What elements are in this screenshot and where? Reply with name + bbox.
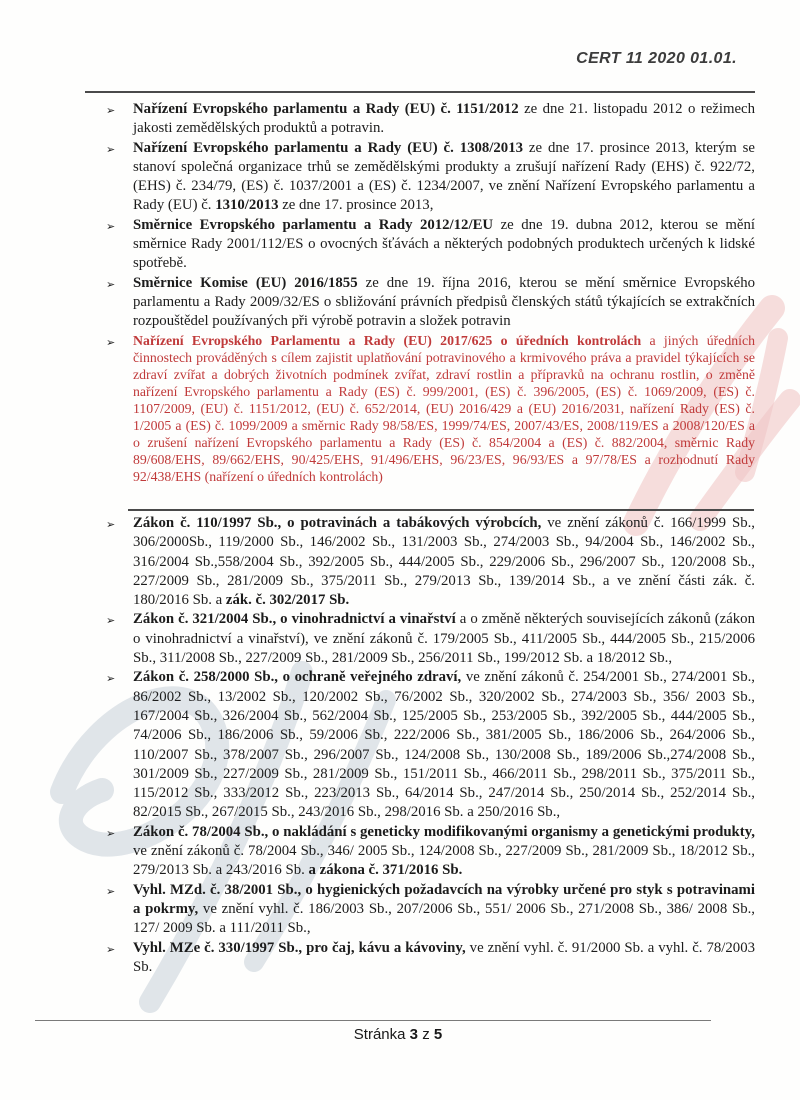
- footer-label: Stránka: [353, 1026, 406, 1043]
- list-item-text: Vyhl. MZe č. 330/1997 Sb., pro čaj, kávu a kávoviny, ve znění vyhl. č. 91/2000 Sb. a vyhl. č. 78/2003 Sb.: [133, 939, 755, 975]
- footer-of-word: z: [422, 1026, 430, 1043]
- document-code: CERT 11 2020 01.01.: [576, 50, 737, 67]
- list-item: [106, 668, 755, 822]
- list-item-text: Vyhl. MZd. č. 38/2001 Sb., o hygienických požadavcích na výrobky určené pro styk s potravinami a pokrmy, ve znění vyhl. č. 186/2003 Sb., 207/2006 Sb., 551/ 2006 Sb., 271/2008 Sb., 386/ 2008 Sb., 127/ 2009 Sb. a 111/2011 Sb.,: [133, 881, 755, 937]
- bullet-arrow-icon: ➢: [106, 942, 116, 956]
- bullet-arrow-icon: ➢: [106, 826, 116, 840]
- list-item-text: Zákon č. 110/1997 Sb., o potravinách a tabákových výrobcích, ve znění zákonů č. 166/1999 Sb., 306/2000Sb., 119/2000 Sb., 146/2002 Sb., 131/2003 Sb., 274/2003 Sb., 94/2004 Sb., 146/2002 Sb., 316/2004 Sb.,558/2004 Sb., 392/2005 Sb., 444/2005 Sb., 229/2006 Sb., 296/2007 Sb., 120/2008 Sb., 227/2009 Sb., 281/2009 Sb., 375/2011 Sb., 279/2013 Sb., 139/2014 Sb., a ve znění části zák. č. 180/2016 Sb. a zák. č. 302/2017 Sb.: [133, 515, 755, 609]
- list-item-text: Směrnice Komise (EU) 2016/1855 ze dne 19. října 2016, kterou se mění směrnice Evropského parlamentu a Rady 2009/32/ES o sbližování právních předpisů členských států týkajících se extrakčních rozpouštědel používaných při výrobě potravin a složek potravin: [133, 274, 755, 330]
- bullet-arrow-icon: ➢: [106, 335, 116, 349]
- bullet-arrow-icon: ➢: [106, 518, 116, 531]
- bullet-arrow-icon: ➢: [106, 884, 116, 898]
- list-item: [106, 274, 755, 332]
- bullet-arrow-icon: ➢: [106, 219, 116, 233]
- list-item: [106, 881, 755, 939]
- list-item-text: Nařízení Evropského parlamentu a Rady (EU) č. 1151/2012 ze dne 21. listopadu 2012 o režimech jakosti zemědělských produktů a potravin.: [133, 101, 755, 137]
- header-divider: [85, 91, 755, 93]
- list-item-text: Nařízení Evropského Parlamentu a Rady (EU) 2017/625 o úředních kontrolách a jiných úředních činnostech prováděných s cílem zajistit uplatňování potravinového a krmivového práva a pravidel týkajících se zdraví zvířat a dobrých životních podmínek zvířat, zdraví rostlin a přípravků na ochranu rostlin, o změně nařízení Evropského parlamentu a Rady (ES) č. 999/2001, (ES) č. 396/2005, (ES) č. 1069/2009, (ES) č. 1107/2009, (EU) č. 1151/2012, (EU) č. 652/2014, (EU) 2016/429 a (EU) 2016/2031, nařízení Rady (ES) č. 1/2005 a (ES) č. 1099/2009 a směrnic Rady 98/58/ES, 1999/74/ES, 2007/43/ES, 2008/119/ES a 2008/120/ES a o zrušení nařízení Evropského parlamentu a Rady (ES) č. 854/2004 a (ES) č. 882/2004, směrnic Rady 89/608/EHS, 89/662/EHS, 90/425/EHS, 91/496/EHS, 96/23/ES, 96/93/ES a 97/78/ES a rozhodnutí Rady 92/438/EHS (nařízení o úředních kontrolách): [133, 332, 755, 484]
- eu-regulations-list: [106, 100, 755, 485]
- list-item-text: Zákon č. 78/2004 Sb., o nakládání s geneticky modifikovanými organismy a genetickými produkty, ve znění zákonů č. 78/2004 Sb., 346/ 2005 Sb., 124/2008 Sb., 227/2009 Sb., 281/2009 Sb., 18/2012 Sb., 279/2013 Sb. a 243/2016 Sb. a zákona č. 371/2016 Sb.: [133, 823, 755, 879]
- bullet-arrow-icon: ➢: [106, 672, 116, 686]
- list-item: [106, 139, 755, 216]
- list-item: [106, 100, 755, 139]
- footer-total-pages: 5: [433, 1026, 443, 1043]
- page-footer: [0, 1026, 796, 1043]
- list-item: [106, 514, 755, 610]
- bullet-arrow-icon: ➢: [106, 277, 116, 291]
- bullet-arrow-icon: ➢: [106, 614, 116, 628]
- list-item: [106, 939, 755, 978]
- list-item-text: Zákon č. 258/2000 Sb., o ochraně veřejného zdraví, ve znění zákonů č. 254/2001 Sb., 274/2001 Sb., 86/2002 Sb., 13/2002 Sb., 120/2002 Sb., 76/2002 Sb., 320/2002 Sb., 274/2003 Sb., 356/ 2003 Sb., 167/2004 Sb., 326/2004 Sb., 562/2004 Sb., 125/2005 Sb., 253/2005 Sb., 392/2005 Sb., 444/2005 Sb., 74/2006 Sb., 186/2006 Sb., 59/2006 Sb., 222/2006 Sb., 381/2005 Sb., 186/2006 Sb., 264/2006 Sb., 110/2007 Sb., 378/2007 Sb., 296/2007 Sb., 124/2008 Sb., 130/2008 Sb., 189/2006 Sb.,274/2008 Sb., 301/2009 Sb., 227/2009 Sb., 281/2009 Sb., 151/2011 Sb., 466/2011 Sb., 298/2011 Sb., 375/2011 Sb., 115/2012 Sb., 333/2012 Sb., 223/2013 Sb., 64/2014 Sb., 247/2014 Sb., 250/2014 Sb., 252/2014 Sb., 82/2015 Sb., 267/2015 Sb., 243/2016 Sb., 298/2016 Sb. a 250/2016 Sb.,: [133, 669, 755, 821]
- list-item-text: Nařízení Evropského parlamentu a Rady (EU) č. 1308/2013 ze dne 17. prosince 2013, kterým se stanoví společná organizace trhů se zemědělskými produkty a zrušují nařízení Rady (EHS) č. 922/72, (EHS) č. 234/79, (ES) č. 1037/2001 a (ES) č. 1234/2007, ve znění Nařízení Evropského parlamentu a Rady (EU) č. 1310/2013 ze dne 17. prosince 2013,: [133, 139, 755, 214]
- section-divider: [128, 509, 754, 511]
- czech-laws-list: [106, 514, 755, 977]
- footer-page-number: 3: [409, 1026, 419, 1043]
- list-item: [106, 610, 755, 668]
- bullet-arrow-icon: ➢: [106, 142, 116, 156]
- list-item-text: Směrnice Evropského parlamentu a Rady 2012/12/EU ze dne 19. dubna 2012, kterou se mění směrnice Rady 2001/112/ES o ovocných šťávách a některých podobných produktech určených k lidské spotřebě.: [133, 216, 755, 272]
- list-item: [106, 823, 755, 881]
- list-item-text: Zákon č. 321/2004 Sb., o vinohradnictví a vinařství a o změně některých souvisejících zákonů (zákon o vinohradnictví a vinařství), ve znění zákonů č. 179/2005 Sb., 411/2005 Sb., 444/2005 Sb., 215/2006 Sb., 311/2008 Sb., 227/2009 Sb., 281/2009 Sb., 256/2011 Sb., 199/2012 Sb. a 18/2012 Sb.,: [133, 611, 755, 667]
- list-item: [106, 216, 755, 274]
- footer-divider: [35, 1020, 711, 1021]
- bullet-arrow-icon: ➢: [106, 104, 116, 117]
- list-item: [106, 332, 755, 485]
